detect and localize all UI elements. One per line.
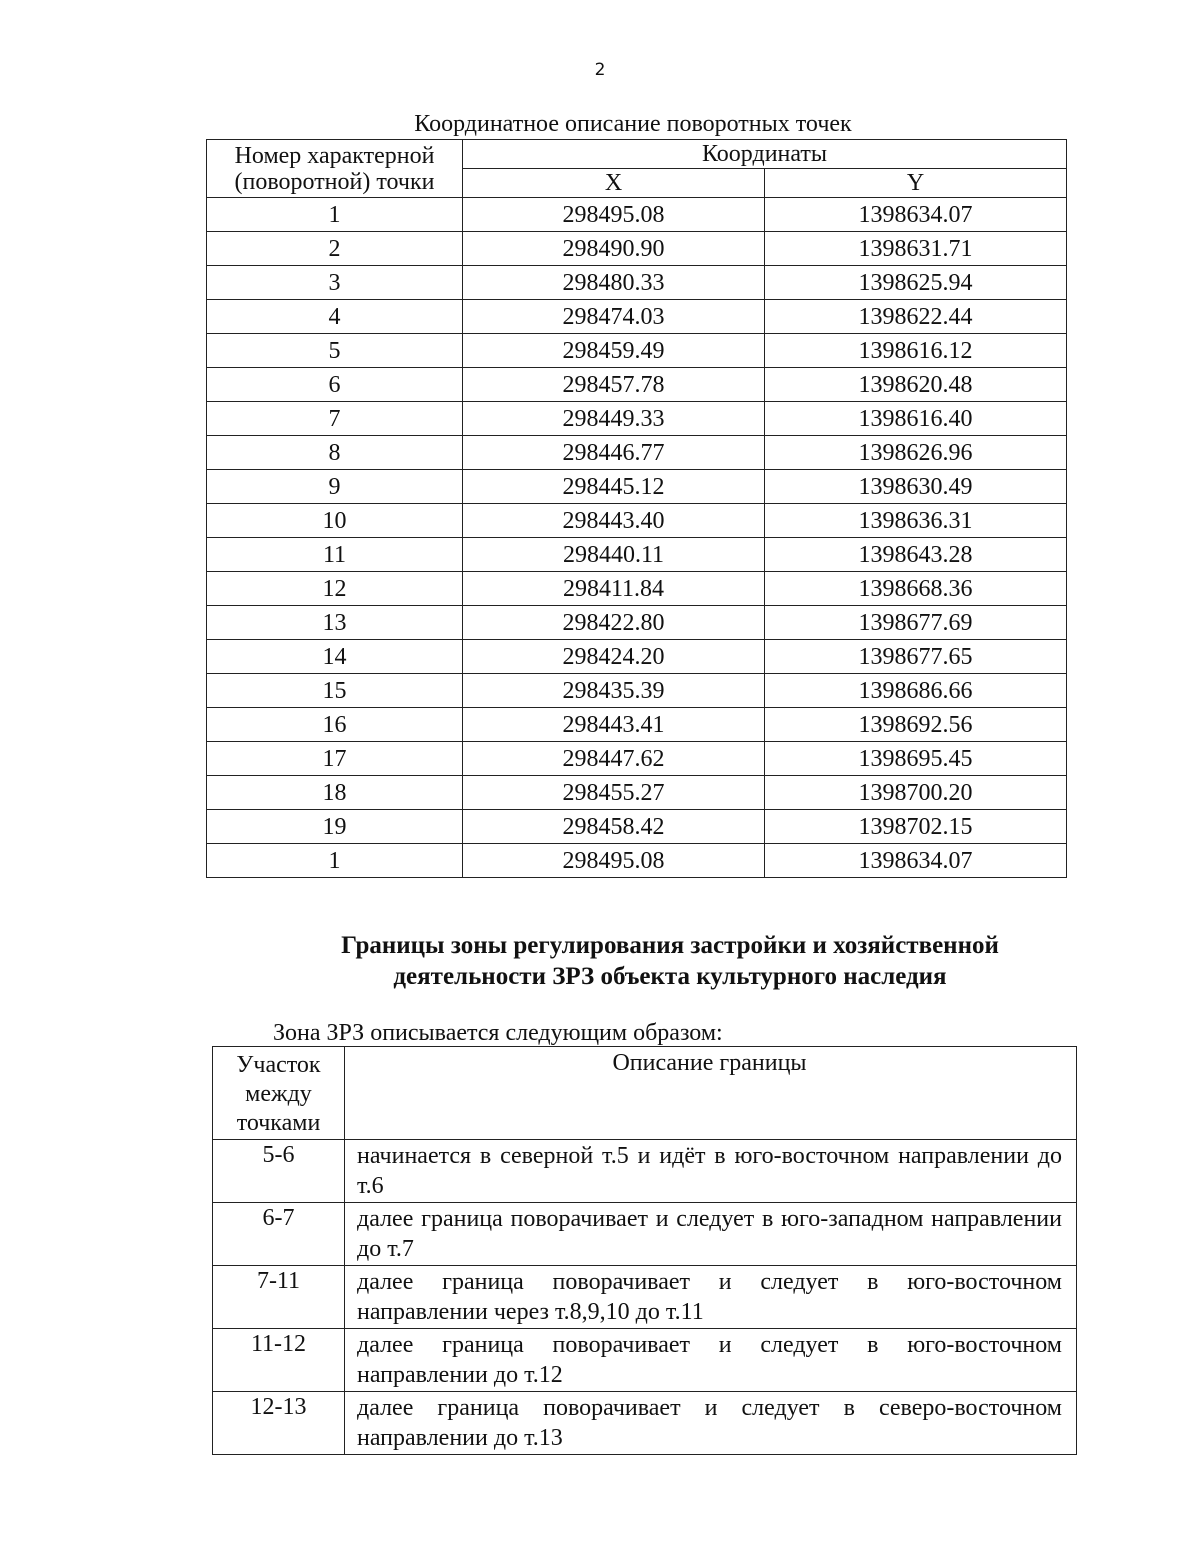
y-coordinate-cell: 1398622.44 (765, 300, 1067, 334)
segment-cell: 11-12 (213, 1329, 345, 1392)
table-row (207, 572, 1067, 606)
point-number-cell: 11 (207, 538, 463, 572)
y-coordinate-cell: 1398634.07 (765, 844, 1067, 878)
y-coordinate-cell: 1398616.12 (765, 334, 1067, 368)
x-coordinate-cell: 298459.49 (463, 334, 765, 368)
y-coordinate-cell: 1398677.65 (765, 640, 1067, 674)
x-coordinate-cell: 298495.08 (463, 844, 765, 878)
point-number-cell: 12 (207, 572, 463, 606)
x-coordinate-cell: 298440.11 (463, 538, 765, 572)
y-coordinate-cell: 1398643.28 (765, 538, 1067, 572)
table-row (207, 640, 1067, 674)
table-row (207, 776, 1067, 810)
point-number-cell: 9 (207, 470, 463, 504)
x-coordinate-cell: 298449.33 (463, 402, 765, 436)
point-number-cell: 1 (207, 198, 463, 232)
table-row (207, 674, 1067, 708)
y-coordinate-cell: 1398702.15 (765, 810, 1067, 844)
coordinates-caption: Координатное описание поворотных точек (414, 111, 852, 137)
table-row (207, 742, 1067, 776)
table-row (213, 1392, 1077, 1455)
point-number-cell: 10 (207, 504, 463, 538)
description-cell: далее граница поворачивает и следует в юго-восточном направлении до т.12 (345, 1329, 1077, 1392)
coordinates-table-body (207, 198, 1067, 878)
table-row (207, 606, 1067, 640)
point-number-cell: 16 (207, 708, 463, 742)
zone-title-line-2: деятельности ЗРЗ объекта культурного наследия (393, 963, 947, 990)
y-coordinate-cell: 1398631.71 (765, 232, 1067, 266)
segment-cell: 5-6 (213, 1140, 345, 1203)
point-number-cell: 1 (207, 844, 463, 878)
y-coordinate-cell: 1398620.48 (765, 368, 1067, 402)
table-row (207, 436, 1067, 470)
table-row (207, 810, 1067, 844)
y-coordinate-cell: 1398700.20 (765, 776, 1067, 810)
y-coordinate-cell: 1398630.49 (765, 470, 1067, 504)
table-row (207, 198, 1067, 232)
y-coordinate-cell: 1398616.40 (765, 402, 1067, 436)
zone-boundary-table (212, 1046, 1077, 1455)
point-number-cell: 18 (207, 776, 463, 810)
header-x: X (463, 169, 765, 198)
segment-cell: 6-7 (213, 1203, 345, 1266)
y-coordinate-cell: 1398626.96 (765, 436, 1067, 470)
zone-intro: Зона ЗРЗ описывается следующим образом: (273, 1020, 723, 1046)
x-coordinate-cell: 298458.42 (463, 810, 765, 844)
x-coordinate-cell: 298424.20 (463, 640, 765, 674)
point-number-cell: 8 (207, 436, 463, 470)
zone-title (200, 930, 1140, 992)
point-number-cell: 2 (207, 232, 463, 266)
x-coordinate-cell: 298490.90 (463, 232, 765, 266)
x-coordinate-cell: 298445.12 (463, 470, 765, 504)
page-number: 2 (594, 60, 606, 80)
header-coordinates: Координаты (463, 140, 1067, 169)
x-coordinate-cell: 298443.40 (463, 504, 765, 538)
point-number-cell: 4 (207, 300, 463, 334)
x-coordinate-cell: 298495.08 (463, 198, 765, 232)
table-row (207, 232, 1067, 266)
table-row (207, 844, 1067, 878)
zone-title-line-1: Границы зоны регулирования застройки и хозяйственной (341, 932, 999, 959)
zone-table-body (213, 1140, 1077, 1455)
table-row (213, 1266, 1077, 1329)
x-coordinate-cell: 298443.41 (463, 708, 765, 742)
table-row (207, 368, 1067, 402)
description-cell: далее граница поворачивает и следует в юго-западном направлении до т.7 (345, 1203, 1077, 1266)
point-number-cell: 17 (207, 742, 463, 776)
table-row (207, 402, 1067, 436)
y-coordinate-cell: 1398634.07 (765, 198, 1067, 232)
table-row (207, 538, 1067, 572)
x-coordinate-cell: 298480.33 (463, 266, 765, 300)
y-coordinate-cell: 1398686.66 (765, 674, 1067, 708)
header-y: Y (765, 169, 1067, 198)
x-coordinate-cell: 298474.03 (463, 300, 765, 334)
y-coordinate-cell: 1398695.45 (765, 742, 1067, 776)
x-coordinate-cell: 298455.27 (463, 776, 765, 810)
point-number-cell: 14 (207, 640, 463, 674)
y-coordinate-cell: 1398692.56 (765, 708, 1067, 742)
x-coordinate-cell: 298411.84 (463, 572, 765, 606)
x-coordinate-cell: 298446.77 (463, 436, 765, 470)
y-coordinate-cell: 1398636.31 (765, 504, 1067, 538)
table-row (207, 504, 1067, 538)
point-number-cell: 5 (207, 334, 463, 368)
x-coordinate-cell: 298457.78 (463, 368, 765, 402)
x-coordinate-cell: 298435.39 (463, 674, 765, 708)
point-number-cell: 3 (207, 266, 463, 300)
coordinates-table (206, 139, 1067, 878)
point-number-cell: 7 (207, 402, 463, 436)
y-coordinate-cell: 1398677.69 (765, 606, 1067, 640)
segment-cell: 7-11 (213, 1266, 345, 1329)
header-point-number: Номер характерной (поворотной) точки (207, 140, 463, 198)
table-row (207, 334, 1067, 368)
point-number-cell: 15 (207, 674, 463, 708)
description-cell: начинается в северной т.5 и идёт в юго-восточном направлении до т.6 (345, 1140, 1077, 1203)
table-row (207, 470, 1067, 504)
point-number-cell: 13 (207, 606, 463, 640)
y-coordinate-cell: 1398668.36 (765, 572, 1067, 606)
header-description: Описание границы (345, 1047, 1077, 1140)
table-row (213, 1203, 1077, 1266)
description-cell: далее граница поворачивает и следует в северо-восточном направлении до т.13 (345, 1392, 1077, 1455)
table-row (213, 1329, 1077, 1392)
point-number-cell: 6 (207, 368, 463, 402)
y-coordinate-cell: 1398625.94 (765, 266, 1067, 300)
header-segment: Участок между точками (213, 1047, 345, 1140)
x-coordinate-cell: 298422.80 (463, 606, 765, 640)
table-row (207, 300, 1067, 334)
segment-cell: 12-13 (213, 1392, 345, 1455)
point-number-cell: 19 (207, 810, 463, 844)
table-row (207, 266, 1067, 300)
table-row (213, 1140, 1077, 1203)
description-cell: далее граница поворачивает и следует в юго-восточном направлении через т.8,9,10 до т.11 (345, 1266, 1077, 1329)
x-coordinate-cell: 298447.62 (463, 742, 765, 776)
table-row (207, 708, 1067, 742)
